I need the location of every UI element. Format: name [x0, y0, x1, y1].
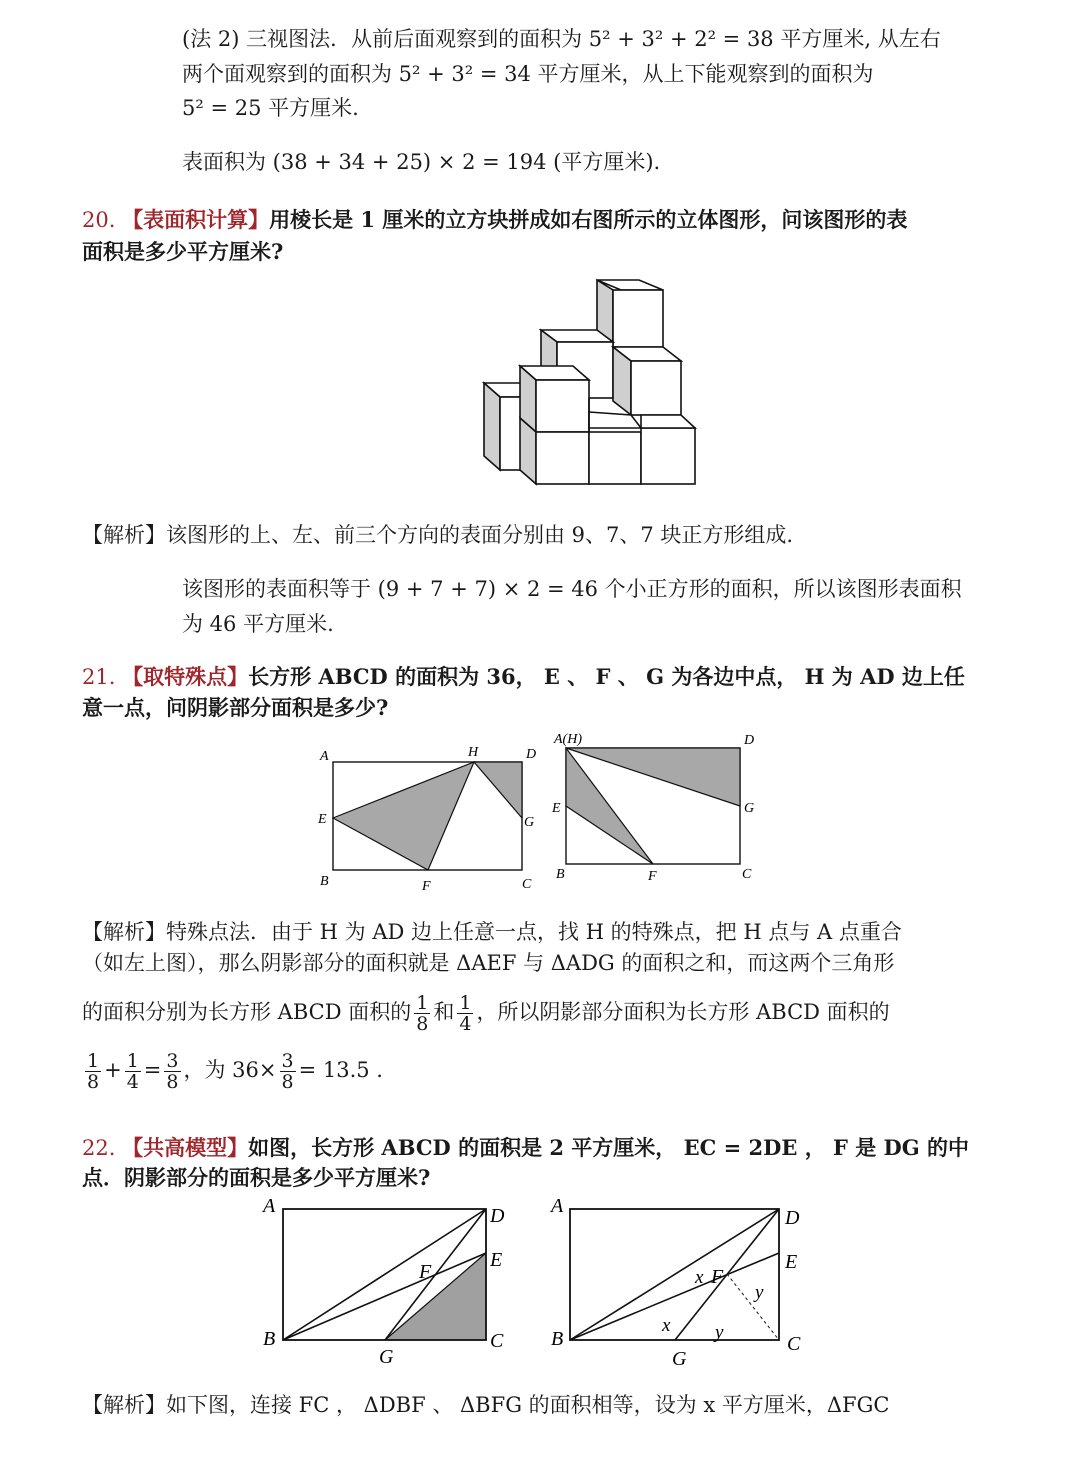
label-C: C — [742, 867, 752, 882]
label-G: G — [524, 815, 535, 830]
q22-tag: 【共高模型】 — [122, 1135, 249, 1160]
label-B: B — [320, 874, 329, 889]
q21-text-2: 意一点，问阴影部分面积是多少? — [82, 695, 389, 720]
sum-fraction-a: $\frac{1}{8}$ — [87, 1050, 100, 1093]
q21-solution-text-4a: ，为 36× — [183, 1058, 277, 1082]
intro-line-1: (法 2) 三视图法．从前后面观察到的面积为 5² + 3² + 2² = 38 平方厘米, 从左右 — [182, 27, 941, 51]
label-B: B — [551, 1328, 564, 1350]
q22-solution-label: 【解析】 — [82, 1393, 166, 1417]
q22-text-1: 如图，长方形 ABCD 的面积是 2 平方厘米， EC = 2DE ， F 是 DG 的中 — [248, 1135, 969, 1160]
label-E: E — [785, 1251, 798, 1273]
q21-header — [82, 662, 965, 692]
q21-solution-text-3a: 的面积分别为长方形 ABCD 面积的 — [82, 1000, 412, 1024]
label-D: D — [785, 1207, 800, 1229]
q21-solution-text-3b: ，所以阴影部分面积为长方形 ABCD 面积的 — [476, 1000, 890, 1024]
label-AH: A(H) — [554, 732, 582, 747]
q20-tag: 【表面积计算】 — [122, 207, 270, 232]
label-C: C — [490, 1330, 504, 1352]
label-G: G — [744, 801, 755, 816]
q21-right-figure — [548, 730, 768, 890]
q21-solution-text-1: 特殊点法．由于 H 为 AD 边上任意一点，找 H 的特殊点，把 H 点与 A 点重合 — [166, 920, 902, 944]
q20-solution-1 — [82, 520, 793, 550]
label-x-bottom: x — [662, 1315, 671, 1336]
q22-left-figure — [255, 1195, 525, 1375]
q21-solution-label: 【解析】 — [82, 920, 166, 944]
label-C: C — [787, 1333, 801, 1355]
label-F: F — [648, 869, 657, 884]
q22-header — [82, 1133, 969, 1163]
intro-line-3: 5² = 25 平方厘米. — [182, 96, 359, 120]
q21-solution-text-4b: = 13.5 . — [298, 1058, 383, 1082]
and-word: 和 — [433, 1000, 455, 1024]
q21-solution-2: （如左上图），那么阴影部分的面积就是 ΔAEF 与 ΔADG 的面积之和，而这两个三角形 — [82, 951, 895, 975]
label-x-top: x — [695, 1267, 704, 1288]
label-A: A — [263, 1195, 276, 1217]
label-E: E — [490, 1249, 503, 1271]
intro-line-4: 表面积为 (38 + 34 + 25) × 2 = 194 (平方厘米). — [182, 150, 661, 174]
q22-solution-text-1: 如下图，连接 FC ， ΔDBF 、 ΔBFG 的面积相等，设为 x 平方厘米，ΔFGC — [166, 1393, 890, 1417]
q21-solution-1 — [82, 917, 902, 947]
label-B: B — [556, 867, 565, 882]
q21-tag: 【取特殊点】 — [122, 664, 249, 689]
q21-number: 21. — [82, 665, 116, 689]
label-F: F — [419, 1261, 432, 1283]
label-E: E — [552, 801, 561, 816]
label-y-bottom: y — [715, 1322, 724, 1343]
plus-sign: + — [104, 1058, 122, 1082]
fraction-1-4: $\frac{1}{4}$ — [459, 992, 472, 1035]
q20-solution-label: 【解析】 — [82, 523, 166, 547]
label-F: F — [711, 1266, 724, 1288]
label-C: C — [522, 877, 532, 892]
label-D: D — [490, 1205, 505, 1227]
label-D: D — [526, 747, 537, 762]
q20-text-2: 面积是多少平方厘米? — [82, 239, 284, 264]
label-y-right: y — [755, 1282, 764, 1303]
label-A: A — [551, 1195, 564, 1217]
q22-number: 22. — [82, 1136, 116, 1160]
result-fraction: $\frac{3}{8}$ — [281, 1050, 294, 1093]
q20-solution-text-1: 该图形的上、左、前三个方向的表面分别由 9、7、7 块正方形组成. — [166, 523, 794, 547]
label-B: B — [263, 1328, 276, 1350]
intro-line-2: 两个面观察到的面积为 5² + 3² = 34 平方厘米，从上下能观察到的面积为 — [182, 62, 874, 86]
fraction-1-8: $\frac{1}{8}$ — [416, 992, 429, 1035]
q22-solution-1 — [82, 1390, 889, 1420]
q20-text-1: 用棱长是 1 厘米的立方块拼成如右图所示的立体图形，问该图形的表 — [269, 207, 908, 232]
label-A: A — [320, 749, 329, 764]
label-F: F — [422, 879, 431, 894]
q20-number: 20. — [82, 208, 116, 232]
q21-left-figure — [312, 740, 552, 900]
q20-solution-2: 该图形的表面积等于 (9 + 7 + 7) × 2 = 46 个小正方形的面积，所以该图形表面积 — [182, 577, 962, 601]
q22-text-2: 点．阴影部分的面积是多少平方厘米? — [82, 1165, 431, 1190]
label-D: D — [744, 733, 755, 748]
cube-figure — [0, 0, 1080, 520]
q21-text-1: 长方形 ABCD 的面积为 36， E 、 F 、 G 为各边中点， H 为 AD 边上任 — [248, 664, 965, 689]
label-H: H — [468, 745, 479, 760]
q21-solution-3 — [82, 988, 890, 1036]
q22-right-figure — [545, 1195, 815, 1375]
label-G: G — [379, 1346, 394, 1368]
sum-fraction-c: $\frac{3}{8}$ — [166, 1050, 179, 1093]
sum-fraction-b: $\frac{1}{4}$ — [126, 1050, 139, 1093]
q21-solution-4 — [82, 1046, 383, 1094]
equals-sign: = — [143, 1058, 162, 1082]
q20-solution-3: 为 46 平方厘米. — [182, 612, 334, 636]
label-G: G — [672, 1348, 687, 1370]
label-E: E — [318, 812, 327, 827]
